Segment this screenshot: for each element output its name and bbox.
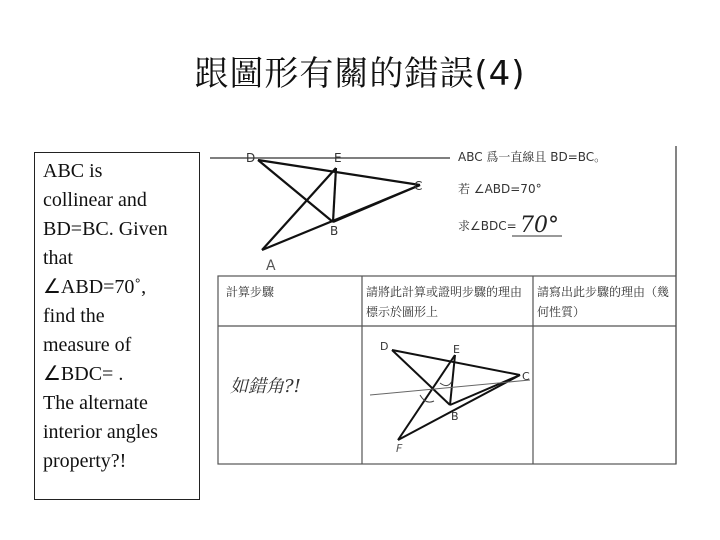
table-point-e: E [453, 343, 460, 356]
table-point-c: C [522, 370, 530, 383]
note-line: BD=BC. Given [43, 218, 168, 240]
problem-statement: ABC 爲一直線且 BD=BC。 [458, 150, 607, 164]
note-text [43, 157, 199, 476]
note-box [34, 152, 200, 500]
note-line: The alternate [43, 392, 148, 414]
table-point-d: D [380, 340, 389, 353]
note-line: property?! [43, 450, 127, 472]
note-line: find the [43, 305, 105, 327]
problem-ask: 求∠BDC= [458, 219, 517, 233]
note-line: interior angles [43, 421, 158, 443]
note-line: measure of [43, 334, 132, 356]
note-line: ∠BDC= . [43, 363, 124, 385]
point-label-b: B [330, 224, 339, 238]
point-label-c: C [414, 179, 423, 193]
table-point-f: F [396, 442, 403, 455]
table-header-steps: 計算步驟 [226, 285, 275, 299]
table-header-mark-reason: 請將此計算或證明步驟的理由標示於圖形上 [366, 285, 523, 319]
table-header-property: 請寫出此步驟的理由（幾何性質） [537, 285, 670, 319]
table-point-b: B [451, 410, 459, 423]
point-label-a: A [266, 258, 276, 274]
note-line: collinear and [43, 189, 147, 211]
point-label-e: E [334, 151, 342, 165]
point-label-d: D [246, 151, 256, 165]
note-line: ABC is [43, 160, 103, 182]
problem-given: 若 ∠ABD=70° [458, 182, 542, 196]
problem-figure [258, 160, 423, 250]
note-line: ∠ABD=70˚, [43, 276, 147, 298]
scanned-worksheet [210, 140, 680, 470]
table-figure [370, 350, 530, 440]
student-answer: 如錯角?! [230, 376, 301, 397]
note-line: that [43, 247, 73, 269]
handwritten-answer: 70° [520, 213, 559, 238]
slide-title: 跟圖形有關的錯誤(4) [194, 54, 526, 94]
